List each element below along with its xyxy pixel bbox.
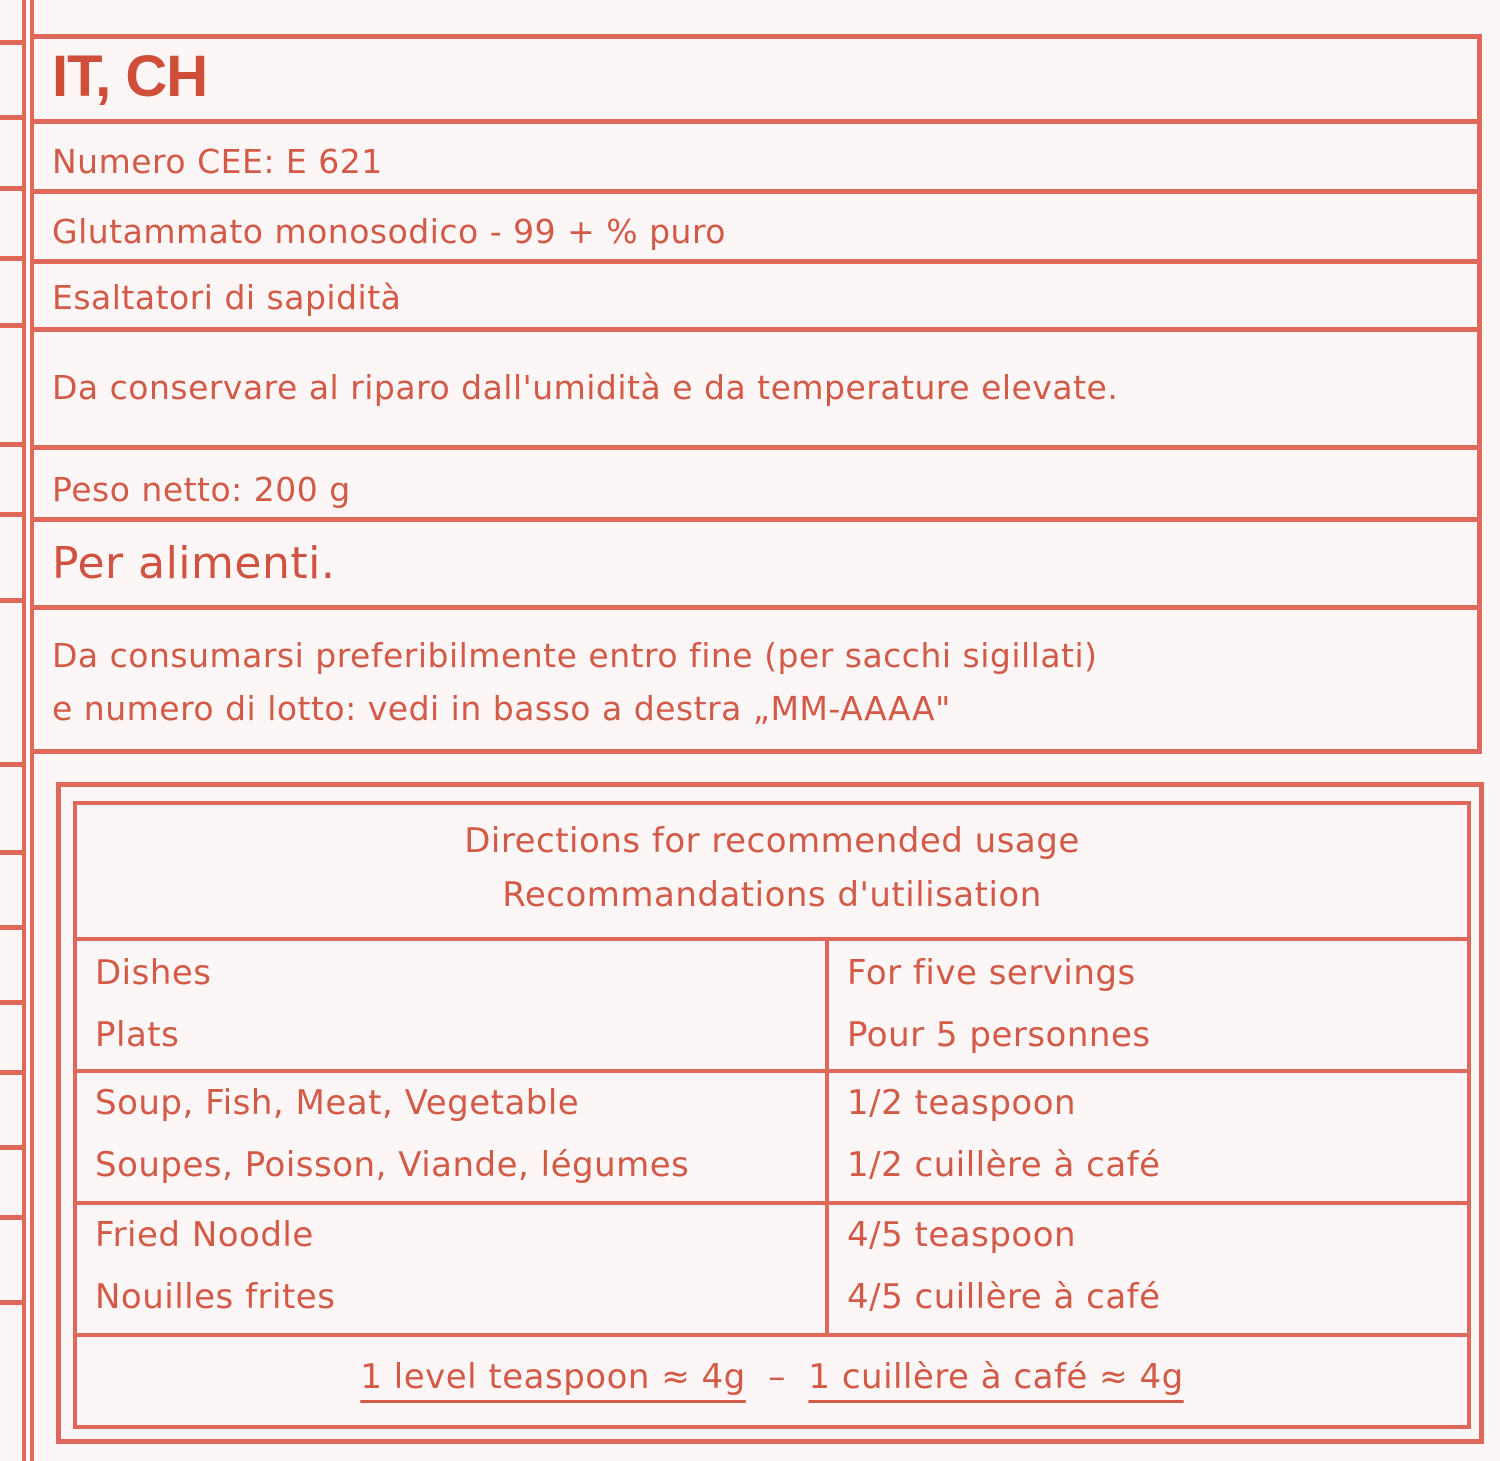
- margin-stub: [0, 1300, 26, 1305]
- amount-en: 1/2 teaspoon: [847, 1083, 1077, 1123]
- margin-stub: [0, 512, 26, 517]
- dish-en: Fried Noodle: [95, 1215, 314, 1255]
- product-name-row: [34, 189, 1477, 259]
- margin-stub: [0, 1000, 26, 1005]
- food-use: Per alimenti.: [52, 538, 336, 589]
- best-before-row: [34, 605, 1477, 754]
- usage-title-fr: Recommandations d'utilisation: [502, 875, 1042, 915]
- country-heading: IT, CH: [52, 44, 208, 109]
- amount-en: 4/5 teaspoon: [847, 1215, 1077, 1255]
- footer-fr: 1 cuillère à café ≈ 4g: [808, 1357, 1184, 1397]
- table-row: [77, 1073, 825, 1201]
- usage-table: [73, 801, 1471, 1429]
- footer-line: [77, 1337, 1467, 1397]
- margin-stub: [0, 1070, 26, 1075]
- margin-stub: [0, 442, 26, 447]
- product-category: Esaltatori di sapidità: [52, 278, 402, 317]
- margin-stub: [0, 323, 26, 328]
- table-row: [77, 1205, 825, 1333]
- left-margin-rule: [22, 0, 34, 1461]
- margin-stub: [0, 925, 26, 930]
- margin-stub: [0, 762, 26, 767]
- dish-en: Soup, Fish, Meat, Vegetable: [95, 1083, 580, 1123]
- table-row: [829, 1205, 1467, 1333]
- label-info-table: [34, 34, 1482, 754]
- margin-stub: [0, 598, 26, 603]
- footer-separator: –: [768, 1357, 786, 1397]
- amount-fr: 4/5 cuillère à café: [847, 1277, 1161, 1317]
- best-before-line-2: e numero di lotto: vedi in basso a destra „MM-AAAA": [52, 689, 951, 728]
- ec-number-row: [34, 119, 1477, 189]
- usage-title: [77, 805, 1467, 937]
- margin-stub: [0, 115, 26, 120]
- country-row: [34, 39, 1477, 119]
- ec-number: Numero CEE: E 621: [52, 142, 383, 181]
- table-row: [829, 1073, 1467, 1201]
- usage-box: [56, 782, 1484, 1444]
- header-amount-en: For five servings: [847, 953, 1136, 993]
- header-dish-fr: Plats: [95, 1015, 180, 1055]
- header-amount-cell: [829, 941, 1467, 1069]
- column-divider: [825, 941, 829, 1333]
- net-weight-row: [34, 445, 1477, 517]
- best-before-line-1: Da consumarsi preferibilmente entro fine (per sacchi sigillati): [52, 636, 1098, 675]
- margin-stub: [0, 256, 26, 261]
- header-dish-cell: [77, 941, 825, 1069]
- margin-stub: [0, 1215, 26, 1220]
- margin-stub: [0, 1145, 26, 1150]
- storage-row: [34, 327, 1477, 445]
- dish-fr: Nouilles frites: [95, 1277, 336, 1317]
- product-name: Glutammato monosodico - 99 + % puro: [52, 212, 726, 251]
- margin-stub: [0, 186, 26, 191]
- category-row: [34, 259, 1477, 327]
- footer-en: 1 level teaspoon ≈ 4g: [360, 1357, 746, 1397]
- margin-stub: [0, 850, 26, 855]
- storage-instructions: Da conservare al riparo dall'umidità e da temperature elevate.: [52, 368, 1119, 407]
- margin-stub: [0, 40, 26, 45]
- dish-fr: Soupes, Poisson, Viande, légumes: [95, 1145, 690, 1185]
- usage-footer: [77, 1337, 1467, 1437]
- header-dish-en: Dishes: [95, 953, 212, 993]
- header-amount-fr: Pour 5 personnes: [847, 1015, 1151, 1055]
- net-weight: Peso netto: 200 g: [52, 470, 351, 509]
- usage-title-en: Directions for recommended usage: [464, 821, 1080, 861]
- amount-fr: 1/2 cuillère à café: [847, 1145, 1161, 1185]
- food-use-row: [34, 517, 1477, 605]
